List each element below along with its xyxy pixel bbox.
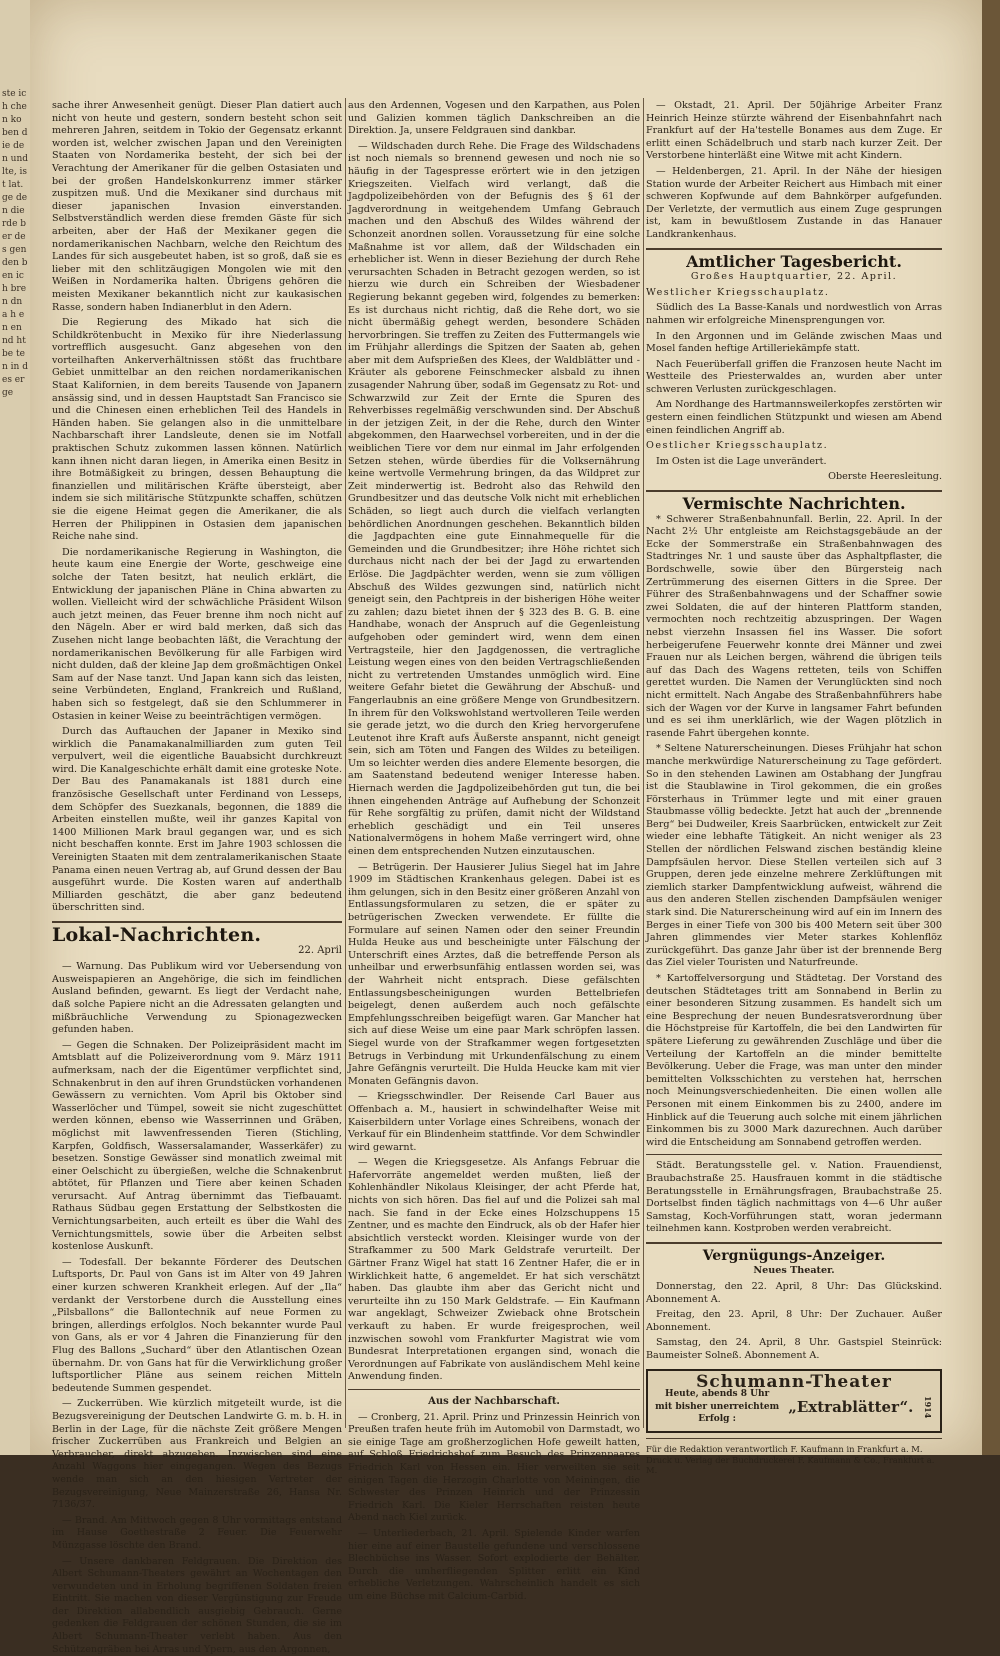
schumann-theater-advert bbox=[646, 1369, 942, 1433]
report-subheading: Westlicher Kriegsschauplatz. bbox=[646, 287, 942, 300]
advert-title: Schumann-Theater bbox=[654, 1376, 934, 1389]
news-item: — Betrügerin. Der Hausierer Julius Siegel hat im Jahre 1909 im Städtischen Krankenhaus gelegen. Dabei ist es ihm gelungen, sich in den Besitz einer größeren Anzahl von Entlassungsformularen zu setzen, die er später zu betrügerischen Zwecken verwendete. Er füllte die Formulare auf seinen Namen oder den seiner Freundin Hulda Heuke aus und bescheinigte unter Fälschung der Unterschrift eines Arztes, daß die betreffende Person als unheilbar und erwerbsunfähig entlassen worden sei, was der Wahrheit nicht entsprach. Diese gefälschten Entlassungsbescheinigungen wurden Bettelbriefen beigelegt, denen außerdem auch noch gefälschte Empfehlungsschreiben beigefügt waren. Gar Mancher hat sich auf diese Weise um eine paar Mark schröpfen lassen. Siegel wurde von der Strafkammer wegen fortgesetzten Betrugs in Verbindung mit Urkundenfälschung zu einem Jahre Gefängnis verurteilt. Die Hulda Heucke kam mit vier Monaten Gefängnis davon. bbox=[348, 862, 640, 1089]
news-item: — Unsere dankbaren Feldgrauen. Die Direktion des Albert Schumann-Theaters gewährt an Wochentagen den verwundeten und in Erholung begriffenen Soldaten freien Eintritt. Sie machen von dieser Vergünstigung zur Freude der Direktion allabendlich ausgiebig Gebrauch. Gerne gedenken die Feldgrauen der schönen Stunden, die sie im Albert Schumann-Theater verlebt haben. Aus den Schützengräben bei Arras und Ypern, aus den Argonnen, bbox=[52, 1556, 342, 1656]
news-item: — Gegen die Schnaken. Der Polizeipräsident macht im Amtsblatt auf die Polizeiverordnung vom 9. März 1911 aufmerksam, nach der die Eigentümer verpflichtet sind, Schnakenbrut in den auf ihren Grundstücken vorhandenen Gewässern zu vernichten. Vom April bis Oktober sind Wasserlöcher und Tümpel, soweit sie nicht zugeschüttet werden können, ebenso wie Wasserrinnen und Gräben, möglichst mit lawvenfressenden Tieren (Stichling, Karpfen, Goldfisch, Wassersalamander, Wasserkäfer) zu besetzen. Sonstige Gewässer sind monatlich zweimal mit einer Oelschicht zu übergießen, welche die Schnakenbrut abtötet, für Pflanzen und Tiere aber keinen Schaden verursacht. Auf Antrag übernimmt das Tiefbauamt. Rathaus Südbau gegen Erstattung der Selbstkosten die Vernichtungsarbeiten, auch erteilt es über die Wahl des Vernichtungsmittels, sowie über die Arbeiten selbst kostenlose Auskunft. bbox=[52, 1040, 342, 1254]
advert-year: 1914 bbox=[921, 1396, 934, 1418]
section-title-vermischte: Vermischte Nachrichten. bbox=[646, 498, 942, 511]
article-paragraph: Die Regierung des Mikado hat sich die Schildkrötenbucht in Mexiko für ihre Niederlassung vortrefflich ausgesucht. Ganz abgesehen von den vorteilhaften Ankerverhältnissen stößt das fruchtbare Gebiet unmittelbar an den reichen nordamerikanischen Staat Kalifornien, in dem bereits Tausende von Japanern ansässig sind, und in dessen Hauptstadt San Francisco sie und die Chinesen einen erheblichen Teil des Handels in Händen haben. Sie gelangen also in die unmittelbare Nachbarschaft ihrer Landsleute, denen sie im Notfall praktischen Schutz zukommen lassen können. Natürlich kann ihnen nicht daran liegen, in Amerika einen Besitz in ihre Botmäßigkeit zu bringen, dessen Behauptung die finanziellen und militärischen Kräfte übersteigt, aber indem sie sich militärische Stützpunkte schaffen, schützen sie die eigene Heimat gegen die Amerikaner, die als Herren der Philippinen in Ostasien dem japanischen Reiche nahe sind. bbox=[52, 317, 342, 544]
column-rule bbox=[345, 98, 346, 1428]
section-divider bbox=[52, 921, 342, 923]
imprint-line: Für die Redaktion verantwortlich F. Kaufmann in Frankfurt a. M. bbox=[646, 1444, 942, 1455]
advert-line: mit bisher unerreichtem Erfolg : bbox=[654, 1401, 780, 1426]
article-paragraph: aus den Ardennen, Vogesen und den Karpathen, aus Polen und Galizien kommen täglich Dankschreiben an die Direktion. Ja, unsere Feldgrauen sind dankbar. bbox=[348, 100, 640, 138]
imprint bbox=[646, 1444, 942, 1476]
news-item: — Warnung. Das Publikum wird vor Uebersendung von Ausweispapieren an Angehörige, die sich im feindlichen Ausland befinden, gewarnt. Es liegt der Verdacht nahe, daß solche Papiere nicht an die Adressaten gelangten und mißbräuchliche Verwendung zu Spionagezwecken gefunden haben. bbox=[52, 961, 342, 1037]
section-date: 22. April bbox=[52, 945, 342, 958]
column-2 bbox=[348, 100, 640, 1425]
report-signature: Oberste Heeresleitung. bbox=[646, 471, 942, 484]
news-item: * Kartoffelversorgung und Städtetag. Der Vorstand des deutschen Städtetages tritt am Sonnabend in Berlin zu einer besonderen Sitzung zusammen. Es handelt sich um eine Besprechung der neuen Bundesratsverordnung über die Höchstpreise für Kartoffeln, die bei den Landwirten für spätere Lieferung zu gewährenden Zuschläge und über die Verteilung der Kartoffeln an die minder bemittelte Bevölkerung. Ueber die Frage, was man unter den minder bemittelten Volksschichten zu verstehen hat, herrschen noch Meinungsverschiedenheiten. Die einen wollen alle Personen mit einem Einkommen bis zu 2400, andere im Hinblick auf die Teuerung auch solche mit einem jährlichen Einkommen bis zu 3000 Mark dazurechnen. Auch darüber wird die Entscheidung am Sonnabend getroffen werden. bbox=[646, 973, 942, 1149]
section-divider bbox=[646, 1242, 942, 1244]
imprint-line: Druck u. Verlag der Buchdruckerei F. Kaufmann & Co., Frankfurt a. M. bbox=[646, 1455, 942, 1476]
adjacent-page-fragment: ste ich chen ko ben die den und lte, ist lat. ge den die rde ber des gen den ben ich bren dn a h en en nd ht be ten in des er ge bbox=[0, 0, 30, 400]
news-item: — Zuckerrüben. Wie kürzlich mitgeteilt wurde, ist die Bezugsvereinigung der Deutschen Landwirte G. m. b. H. in Berlin in der Lage, für die nächste Zeit größere Mengen frischer Zuckerrüben aus Frankreich und Belgien an Verbraucher, direkt abzugeben. Inzwischen sind eine Anzahl Waggons hier eingegangen. Wegen des Bezugs wende man sich an den hiesigen Vertreter der Bezugsvereinigung, Neue Mainzerstraße 26, Hansa Nr. 7136/37. bbox=[52, 1398, 342, 1511]
section-title-nachbarschaft: Aus der Nachbarschaft. bbox=[348, 1396, 640, 1409]
adjacent-page-edge bbox=[0, 0, 32, 1455]
advert-text bbox=[654, 1388, 780, 1426]
report-paragraph: In den Argonnen und im Gelände zwischen Maas und Mosel fanden heftige Artilleriekämpfe statt. bbox=[646, 331, 942, 356]
section-title-tagesbericht: Amtlicher Tagesbericht. bbox=[646, 256, 942, 269]
column-3 bbox=[646, 100, 942, 1425]
news-item: * Schwerer Straßenbahnunfall. Berlin, 22. April. In der Nacht 2½ Uhr entgleiste am Reichstagsgebäude an der Ecke der Sommerstraße ein Straßenbahnwagen des Stadtringes Nr. 1 und sauste über das Asphaltpflaster, die Bordschwelle, sowie über den Bürgersteig nach Zertrümmerung des eisernen Gitters in die Spree. Der Führer des Straßenbahnwagens und der Schaffner sowie zwei Soldaten, die auf der hinteren Plattform standen, vermochten noch rechtzeitig abzuspringen. Der Wagen nebst vierzehn Insassen fiel ins Wasser. Die sofort herbeigerufene Feuerwehr konnte drei Männer und zwei Frauen nur als Leichen bergen, während die übrigen teils auf das Dach des Wagens retteten, teils von Schiffen gerettet wurden. Die Namen der Verunglückten sind noch nicht ermittelt. Nach Angabe des Straßenbahnführers habe sich der Wagen vor der Kurve in langsamer Fahrt befunden und es sei ihm unerklärlich, wie der Wagen plötzlich in rasende Fahrt übergehen konnte. bbox=[646, 514, 942, 741]
section-divider bbox=[348, 1389, 640, 1390]
article-paragraph: Die nordamerikanische Regierung in Washington, die heute kaum eine Energie der Worte, geschweige eine solche der Taten besitzt, hat neulich erklärt, die Entwicklung der japanischen Pläne in China abwarten zu wollen. Vielleicht wird der schwächliche Präsident Wilson auch jetzt meinen, das Feuer brenne ihm noch nicht auf den Nägeln. Aber er wird bald merken, daß sich das Zusehen nicht lange beobachten läßt, die Verachtung der nordamerikanischen Bevölkerung für alle Farbigen wird nicht dulden, daß der kleine Jap dem großmächtigen Onkel Sam auf der Nase tanzt. Und Japan kann sich das leisten, seine Verbündeten, England, Frankreich und Rußland, haben sich so festgelegt, daß sie den Schlummerer in Ostasien in keiner Weise zu beeinträchtigen vermögen. bbox=[52, 547, 342, 723]
news-item: — Wegen die Kriegsgesetze. Als Anfangs Februar die Hafervorräte angemeldet werden mußten, ließ der Kohlenhändler Nikolaus Kleisinger, der acht Pferde hat, nichts von sich hören. Das fiel auf und die Polizei sah mal nach. Sie fand in der Ecke eines Holzschuppens 15 Zentner, und es machte den Eindruck, als ob der Hafer hier absichtlich versteckt worden. Kleisinger wurde von der Strafkammer zu 500 Mark Geldstrafe verurteilt. Der Gärtner Franz Wigel hat statt 16 Zentner Hafer, die er in Wirklichkeit hatte, 6 angemeldet. Er hat sich verschätzt haben. Das glaubte ihm aber das Gericht nicht und verurteilte ihn zu 150 Mark Geldstrafe. — Ein Kaufmann war angeklagt, Schweizer Zwieback ohne Brotschein verkauft zu haben. Er wurde freigesprochen, weil inzwischen sowohl vom Frankfurter Magistrat wie vom Bundesrat Interpretationen ergangen sind, wonach die Verordnungen auf Fabrikate von ausländischem Mehl keine Anwendung finden. bbox=[348, 1157, 640, 1384]
section-divider bbox=[646, 1154, 942, 1155]
report-dateline: Großes Hauptquartier, 22. April. bbox=[646, 271, 942, 284]
news-item: — Kriegsschwindler. Der Reisende Carl Bauer aus Offenbach a. M., hausiert in schwindelhafter Weise mit Kaiserbildern unter Vorlage eines Schreibens, wonach der Verkauf für ein Blindenheim stattfinde. Vor dem Schwindler wird gewarnt. bbox=[348, 1091, 640, 1154]
report-paragraph: Nach Feuerüberfall griffen die Franzosen heute Nacht im Westteile des Priesterwaldes an, wurden aber unter schweren Verlusten zurückgeschlagen. bbox=[646, 359, 942, 397]
advert-show-title: „Extrablätter“. bbox=[788, 1401, 913, 1414]
program-entry: Samstag, den 24. April, 8 Uhr. Gastspiel Steinrück: Baumeister Solneß. Abonnement A. bbox=[646, 1337, 942, 1362]
news-item: — Unterliederbach, 21. April. Spielende Kinder warfen hier eine auf einer Baustelle gefundene und verschlossene Blechbüchse ins Wasser. Sofort explodierte der Behälter. Durch die umherfliegenden Splitter erlitt ein Kind erhebliche Verletzungen. Wahrscheinlich handelt es sich um eine Büchse mit Calcium-Carbid. bbox=[348, 1528, 640, 1604]
news-item: — Wildschaden durch Rehe. Die Frage des Wildschadens ist noch niemals so brennend gewesen und noch nie so häufig in der Tagespresse erörtert wie in den jetzigen Kriegszeiten. Vielfach wird verlangt, daß die Jagdpolizeibehörden von der Befugnis des § 61 der Jagdverordnung in weitgehendem Umfang Gebrauch machen und den Abschuß des Wildes während der Schonzeit anordnen sollen. Voraussetzung für eine solche Maßnahme ist vor allem, daß der Wildschaden ein erheblicher ist. Wenn in dieser Beziehung der durch Rehe verursachten Schaden in Betracht gezogen werden, so ist hierzu wie durch ein Schreiben der Wiesbadener Regierung bekannt gegeben wird, folgendes zu bemerken: Es ist durchaus nicht richtig, daß die Rehe dort, wo sie nicht übermäßig gehegt werden, besondere Schäden hervorbringen. Sie treffen zu Zeiten des Futtermangels wie im Frühjahr allerdings die Spitzen der Saaten ab, gehen aber mit dem Aufsprießen des Klees, der Waldblätter und -Kräuter als geborene Feinschmecker alsbald zu ihnen zusagender Nahrung über, sodaß im Gegensatz zu Rot- und Schwarzwild zur Zeit der Ernte die Spuren des Rehverbisses regelmäßig verschwunden sind. Der Abschuß in der jetzigen Zeit, in der die Rehe, durch den Winter abgekommen, den Haarwechsel vorbereiten, und in der die weiblichen Tiere vor dem nur einmal im Jahr erfolgenden Setzen stehen, würde überdies für die Volksernährung keine wertvolle Vermehrung bringen, da das Wildpret zur Zeit minderwertig ist. Bedroht also das Rehwild den Grundbesitzer und das deutsche Volk nicht mit erheblichen Schäden, so liegt auch durch die vielfach verlangten behördlichen Anordnungen geschehen. Bekanntlich bilden die Jagdpachten eine gute Einnahmequelle für die Gemeinden und die Grundbesitzer; ihre Höhe richtet sich durchaus nicht nach der bei der Jagd zu erwartenden Erlöse. Die Jagdpächter werden, wenn sie zum völligen Abschuß des Wildes gezwungen sind, natürlich nicht geneigt sein, den Pachtpreis in der bisherigen Höhe weiter zu zahlen; dazu bietet ihnen der § 323 des B. G. B. eine Handhabe, wonach der Anspruch auf die Gegenleistung aufgehoben oder gemindert wird, wenn dem einen Vertragsteile, hier den Jagdgenossen, die vertragliche Leistung wegen eines von den beiden Vertragschließenden nicht zu vertretenden Umstandes unmöglich wird. Eine weitere Gefahr bietet die Gewährung der Abschuß- und Fangerlaubnis an eine größere Menge von Grundbesitzern. In ihrem für den Volkswohlstand wertvolleren Teile werden sie gerade jetzt, wo die durch den Krieg hervorgerufene Leutenot ihre Kraft aufs Äußerste anspannt, nicht geneigt sein, sich am Töten und Fangen des Wildes zu beteiligen. Um so leichter werden dies andere Elemente besorgen, die am Saatenstand bedeutend weniger Interesse haben. Hiernach werden die Jagdpolizeibehörden gut tun, die bei ihnen eingehenden Anträge auf Aufhebung der Schonzeit für Rehe sorgfältig zu prüfen, damit nicht der Wildstand erheblich geschädigt und ein Teil unseres Nationalvermögens in hohem Maße verringert wird, ohne einen dem entsprechenden Nutzen einzutauschen. bbox=[348, 141, 640, 859]
news-item: — Cronberg, 21. April. Prinz und Prinzessin Heinrich von Preußen trafen heute früh im Automobil von Darmstadt, wo sie einige Tage am großherzoglichen Hofe geweilt hatten, auf Schloß Friedrichshof zum Besuch des Prinzenpaares Friedrich Karl von Hessen ein. Hier verweilten sie seit einigen Tagen die Herzogin Charlotte von Meiningen, die Schwester des Prinzen Heinrich und der Prinzessin Friedrich Karl. Die Kieler Herrschaften reisten heute Abend nach Kiel zurück. bbox=[348, 1412, 640, 1525]
news-item: — Heldenbergen, 21. April. In der Nähe der hiesigen Station wurde der Arbeiter Reichert aus Himbach mit einer schweren Kopfwunde auf dem Bahnkörper aufgefunden. Der Verletzte, der vermutlich aus einem Zuge gesprungen ist, kam in bewußtlosem Zustande in das Hanauer Landkrankenhaus. bbox=[646, 166, 942, 242]
article-paragraph: Durch das Auftauchen der Japaner in Mexiko sind wirklich die Panamakanalmilliarden zum guten Teil verpulvert, weil die eigentliche Bauabsicht durchkreuzt wird. Die Kanalgeschichte erhält damit eine groteske Note. Der Bau des Panamakanals ist 1881 durch eine französische Gesellschaft unter Ferdinand von Lesseps, dem Schöpfer des Suezkanals, begonnen, die 1889 die Arbeiten einstellen mußte, weil ihr ganzes Kapital von 1400 Millionen Mark braul gegangen war, und es sich nicht beschaffen konnte. Erst im Jahre 1903 schlossen die Vereinigten Staaten mit dem zentralamerikanischen Staate Panama einen neuen Vertrag ab, auf Grund dessen der Bau ausgeführt wurde. Die Kosten waren auf anderthalb Milliarden geschätzt, die aber ganz bedeutend überschritten sind. bbox=[52, 726, 342, 915]
section-divider bbox=[646, 490, 942, 492]
section-title-anzeiger: Vergnügungs-Anzeiger. bbox=[646, 1250, 942, 1263]
program-entry: Freitag, den 23. April, 8 Uhr: Der Zuchauer. Außer Abonnement. bbox=[646, 1309, 942, 1334]
report-paragraph: Südlich des La Basse-Kanals und nordwestlich von Arras nahmen wir erfolgreiche Minensprengungen vor. bbox=[646, 302, 942, 327]
article-paragraph: sache ihrer Anwesenheit genügt. Dieser Plan datiert auch nicht von heute und gestern, sondern besteht schon seit mehreren Jahren, seitdem in Tokio der Gegensatz erkannt worden ist, welcher zwischen Japan und den Vereinigten Staaten von Nordamerika besteht, der sich bei der Verachtung der Amerikaner für die gelben Ostasiaten und bei der großen Handelskonkurrenz immer stärker zuspitzen muß. Und die Mexikaner sind durchaus mit dieser japanischen Invasion einverstanden. Selbstverständlich werden diese fremden Gäste für sich arbeiten, aber der Haß der Mexikaner gegen die nordamerikanischen Nachbarn, welche den Reichtum des Landes für sich ausgebeutet haben, ist so groß, daß sie es lieber mit den schlitzäugigen Mongolen wie mit den Weißen in Nordamerika halten. Übrigens gehören die meisten Mexikaner bekanntlich nicht zur kaukasischen Rasse, sondern haben Indianerblut in den Adern. bbox=[52, 100, 342, 314]
news-item: — Okstadt, 21. April. Der 50jährige Arbeiter Franz Heinrich Heinze stürzte während der Eisenbahnfahrt nach Frankfurt auf der Ha'testelle Bonames aus dem Zuge. Er erlitt einen Schädelbruch und starb nach kurzer Zeit. Der Verstorbene hinterläßt eine Witwe mit acht Kindern. bbox=[646, 100, 942, 163]
report-paragraph: Im Osten ist die Lage unverändert. bbox=[646, 456, 942, 469]
advert-line: Heute, abends 8 Uhr bbox=[654, 1388, 780, 1401]
theater-name: Neues Theater. bbox=[646, 1265, 942, 1278]
news-item: — Todesfall. Der bekannte Förderer des Deutschen Luftsports, Dr. Paul von Gans ist im Alter von 49 Jahren einer kurzen schweren Krankheit erlegen. Auf der „Ila“ verdankt der Verstorbene durch die Ausstellung eines „Pilsballons“ die Ballontechnik auf neue Formen zu bringen, allerdings erfolglos. Noch bekannter wurde Paul von Gans, als er vor 4 Jahren die Finanzierung für den Flug des Ballons „Suchard“ über den Atlantischen Ozean übernahm. Dr. von Gans hat für die Verwirklichung großer luftsportlicher Pläne aus seinem reichen Mitteln bedeutende Summen gespendet. bbox=[52, 1257, 342, 1396]
program-entry: Donnerstag, den 22. April, 8 Uhr: Das Glückskind. Abonnement A. bbox=[646, 1281, 942, 1306]
section-divider bbox=[646, 248, 942, 250]
column-rule bbox=[643, 98, 644, 1428]
column-1 bbox=[52, 100, 342, 1425]
news-item: — Brand. Am Mittwoch gegen 8 Uhr vormittags entstand im Hause Goethestraße 2 Feuer. Die Feuerwehr Münzgasse löschte den Brand. bbox=[52, 1515, 342, 1553]
news-item: * Seltene Naturerscheinungen. Dieses Frühjahr hat schon manche merkwürdige Naturerscheinung zu Tage gefördert. So in den stehenden Lawinen am Ostabhang der Jungfrau ist die Staublawine in Tirol gekommen, die ein großes Försterhaus in Trümmer legte und mit einer grauen Staubmasse völlig bedeckte. Jetzt hat auch der „brennende Berg“ bei Dudweiler, Kreis Saarbrücken, entwickelt zur Zeit wieder eine lebhafte Tätigkeit. An nicht weniger als 23 Stellen der nördlichen Felswand zischen beständig kleine Dampfsäulen hervor. Diese Stellen verteilen sich auf 3 Gruppen, deren jede einzelne mehrere Zerklüftungen mit ziemlich starker Dampfentwicklung aufweist, während die aus den anderen Stellen zischenden Dampfsäulen weniger stark sind. Die Naturerscheinung wird auf ein im Innern des Berges in einer Tiefe von 300 bis 400 Metern seit über 300 Jahren glimmendes vier Meter starkes Kohlenflöz zurückgeführt. Das ganze Jahr über ist der brennende Berg das Ziel vieler Touristen und Naturfreunde. bbox=[646, 743, 942, 970]
section-divider bbox=[646, 1438, 942, 1439]
report-subheading: Oestlicher Kriegsschauplatz. bbox=[646, 440, 942, 453]
section-title-lokal: Lokal-Nachrichten. bbox=[52, 929, 342, 942]
page-binding-edge bbox=[982, 0, 1000, 1455]
advert-body bbox=[654, 1388, 934, 1426]
notice-beratungsstelle: Städt. Beratungsstelle gel. v. Nation. Frauendienst, Braubachstraße 25. Hausfrauen kommt in die städtische Beratungsstelle in Ernährungsfragen, Braubachstraße 25. Dortselbst finden täglich nachmittags von 4—6 Uhr außer Samstag, Koch-Vorführungen statt, woran jedermann teilnehmen kann. Kostproben werden verabreicht. bbox=[646, 1160, 942, 1236]
report-paragraph: Am Nordhange des Hartmannsweilerkopfes zerstörten wir gestern einen feindlichen Stützpunkt und wiesen am Abend einen feindlichen Angriff ab. bbox=[646, 399, 942, 437]
